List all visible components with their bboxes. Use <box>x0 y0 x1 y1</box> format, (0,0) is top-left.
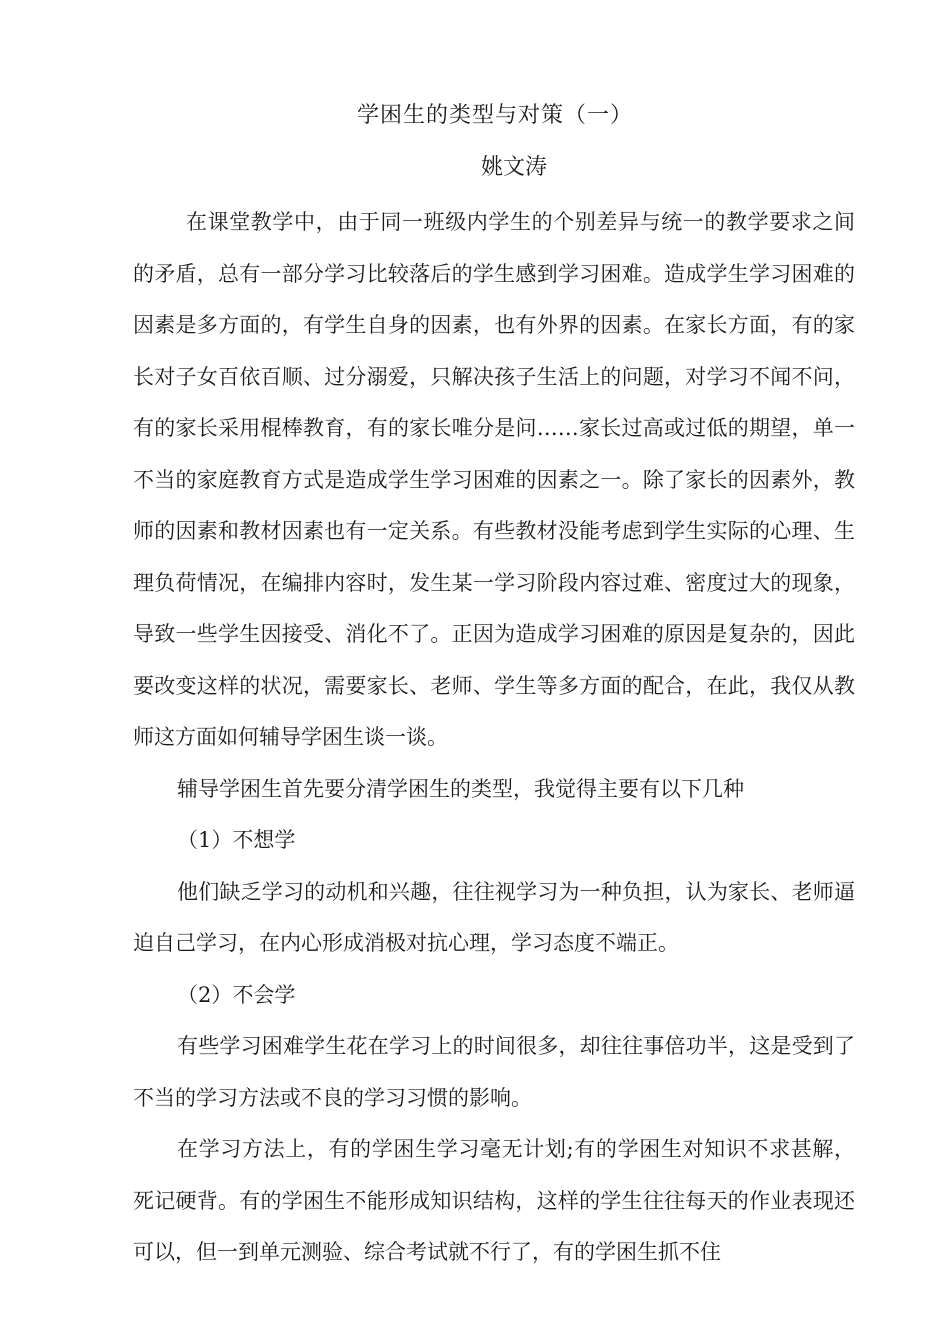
document-body <box>133 197 855 1279</box>
document-title: 学困生的类型与对策（一） <box>356 103 633 128</box>
paragraph-types-intro: 辅导学困生首先要分清学困生的类型，我觉得主要有以下几种 <box>177 776 744 801</box>
paragraph-type-1: 他们缺乏学习的动机和兴趣，往往视学习为一种负担，认为家长、老师逼迫自己学习，在内心形成消极对抗心理，学习态度不端正。 <box>133 879 855 955</box>
document-author: 姚文涛 <box>480 155 547 180</box>
paragraph-intro: 在课堂教学中，由于同一班级内学生的个别差异与统一的教学要求之间的矛盾，总有一部分学习比较落后的学生感到学习困难。造成学生学习困难的因素是多方面的，有学生自身的因素，也有外界的因素。在家长方面，有的家长对子女百依百顺、过分溺爱，只解决孩子生活上的问题，对学习不闻不问，有的家长采用棍棒教育，有的家长唯分是问……家长过高或过低的期望，单一不当的家庭教育方式是造成学生学习困难的因素之一。除了家长的因素外，教师的因素和教材因素也有一定关系。有些教材没能考虑到学生实际的心理、生理负荷情况，在编排内容时，发生某一学习阶段内容过难、密度过大的现象，导致一些学生因接受、消化不了。正因为造成学习困难的原因是复杂的，因此要改变这样的状况，需要家长、老师、学生等多方面的配合，在此，我仅从教师这方面如何辅导学困生谈一谈。 <box>133 210 855 749</box>
paragraph-type-2: 有些学习困难学生花在学习上的时间很多，却往往事倍功半，这是受到了不当的学习方法或不良的学习习惯的影响。 <box>133 1034 855 1110</box>
list-item-heading-1: （1）不想学 <box>177 828 296 852</box>
list-item-heading-2: （2）不会学 <box>177 982 296 1007</box>
paragraph-methods: 在学习方法上，有的学困生学习毫无计划;有的学困生对知识不求甚解，死记硬背。有的学困生不能形成知识结构，这样的学生往往每天的作业表现还可以，但一到单元测验、综合考试就不行了，有的学困生抓不住 <box>133 1137 855 1264</box>
